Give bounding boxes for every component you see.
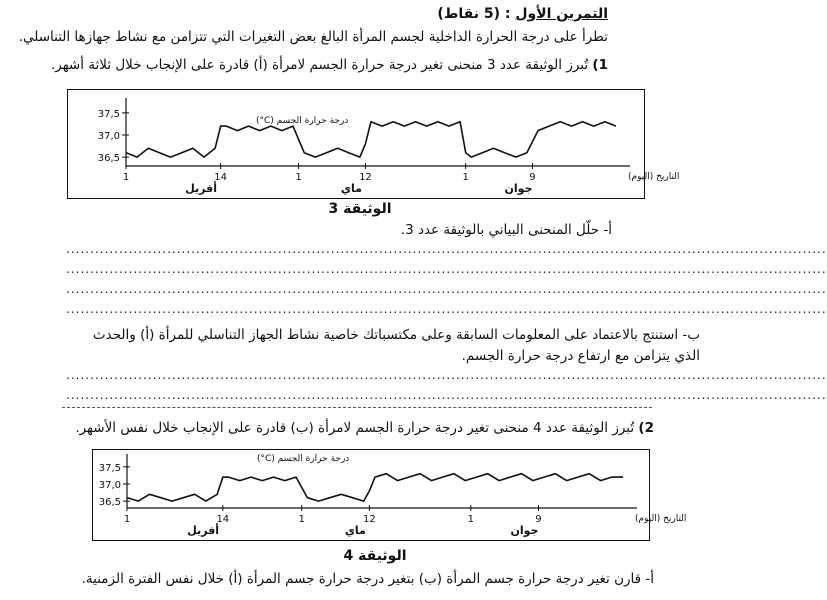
x-tick-label: 14: [216, 514, 230, 525]
answer-line-5[interactable]: ..............................................................................................................................................................: [66, 368, 827, 382]
x-tick-label: 1: [462, 172, 469, 183]
exercise-intro: تطرأ على درجة الحرارة الداخلية لجسم المرأة البالغ بعض التغيرات التي تتزامن مع نشاط جهازها التناسلي.: [18, 29, 608, 45]
answer-line-3[interactable]: ..............................................................................................................................................................: [66, 282, 827, 296]
q1-number: 1): [592, 57, 608, 73]
y-tick-label: 37,0: [97, 131, 120, 142]
q1-text: تُبرز الوثيقة عدد 3 منحنى تغير درجة حرارة الجسم لامرأة (أ) قادرة على الإنجاب خلال ثلاثة أشهر.: [50, 57, 589, 73]
answer-line-4[interactable]: ..............................................................................................................................................................: [66, 302, 827, 316]
y-axis-title: درجة حرارة الجسم (C°): [257, 454, 350, 464]
y-tick-label: 36,5: [98, 497, 121, 509]
month-label: أفريل: [187, 524, 220, 537]
q2-number: 2): [638, 420, 654, 436]
month-label: أفريل: [185, 182, 217, 195]
answer-line-2[interactable]: ..............................................................................................................................................................: [66, 262, 827, 276]
y-tick-label: 37,5: [98, 462, 121, 474]
chart-doc3: [68, 90, 680, 198]
q1-b-question-line1: ب- استنتج بالاعتماد على المعلومات السابقة وعلى مكتسباتك خاصية نشاط الجهاز التناسلي للمرأة (أ) والحدث: [92, 327, 700, 343]
doc4-caption: الوثيقة 4: [343, 548, 407, 564]
chart-doc3-frame: [67, 89, 680, 199]
temperature-line: [126, 122, 616, 157]
x-axis-title: التاريخ (اليوم): [628, 172, 680, 182]
q1-b-question-line2: الذي يتزامن مع ارتفاع درجة حرارة الجسم.: [461, 348, 700, 364]
y-tick-label: 36,5: [97, 153, 120, 165]
exercise-title: التمرين الأول: [515, 6, 608, 22]
x-tick-label: 14: [214, 172, 228, 183]
answer-line-1[interactable]: ..............................................................................................................................................................: [66, 242, 827, 256]
temperature-line: [127, 474, 623, 501]
q1-a-question: أ- حلّل المنحنى البياني بالوثيقة عدد 3.: [400, 222, 612, 238]
x-tick-label: 1: [298, 514, 305, 525]
q2-statement: [54, 418, 654, 438]
x-axis-title: التاريخ (اليوم): [635, 514, 687, 524]
month-label: جوان: [504, 182, 533, 195]
doc3-caption: الوثيقة 3: [328, 201, 392, 217]
x-tick-label: 12: [362, 514, 376, 525]
q2-a-question: أ- قارن تغير درجة حرارة جسم المرأة (ب) بتغير درجة حرارة جسم المرأة (أ) خلال نفس الفترة الزمنية.: [81, 571, 654, 587]
x-tick-label: 1: [123, 514, 131, 525]
exercise-heading: [48, 6, 608, 22]
x-tick-label: 1: [295, 172, 302, 183]
month-label: ماي: [340, 182, 362, 195]
x-tick-label: 1: [467, 514, 475, 525]
y-axis-title: درجة حرارة الجسم (C°): [256, 116, 349, 126]
x-tick-label: 12: [359, 172, 372, 183]
answer-line-6[interactable]: ..............................................................................................................................................................: [66, 388, 827, 402]
x-tick-label: 9: [535, 514, 542, 525]
month-label: ماي: [344, 524, 366, 537]
y-tick-label: 37,5: [97, 108, 120, 120]
exercise-points: : (5 نقاط): [437, 6, 511, 22]
month-label: جوان: [510, 524, 539, 537]
q2-text: تُبرز الوثيقة عدد 4 منحنى تغير درجة حرارة الجسم لامرأة (ب) قادرة على الإنجاب خلال نفس الأشهر.: [75, 420, 635, 436]
x-tick-label: 1: [122, 172, 130, 183]
chart-doc4-frame: [92, 449, 687, 541]
q1-statement: [8, 55, 608, 75]
chart-doc4: [93, 450, 687, 540]
y-tick-label: 37,0: [98, 480, 121, 491]
section-divider: [62, 407, 652, 408]
x-tick-label: 9: [529, 172, 536, 183]
